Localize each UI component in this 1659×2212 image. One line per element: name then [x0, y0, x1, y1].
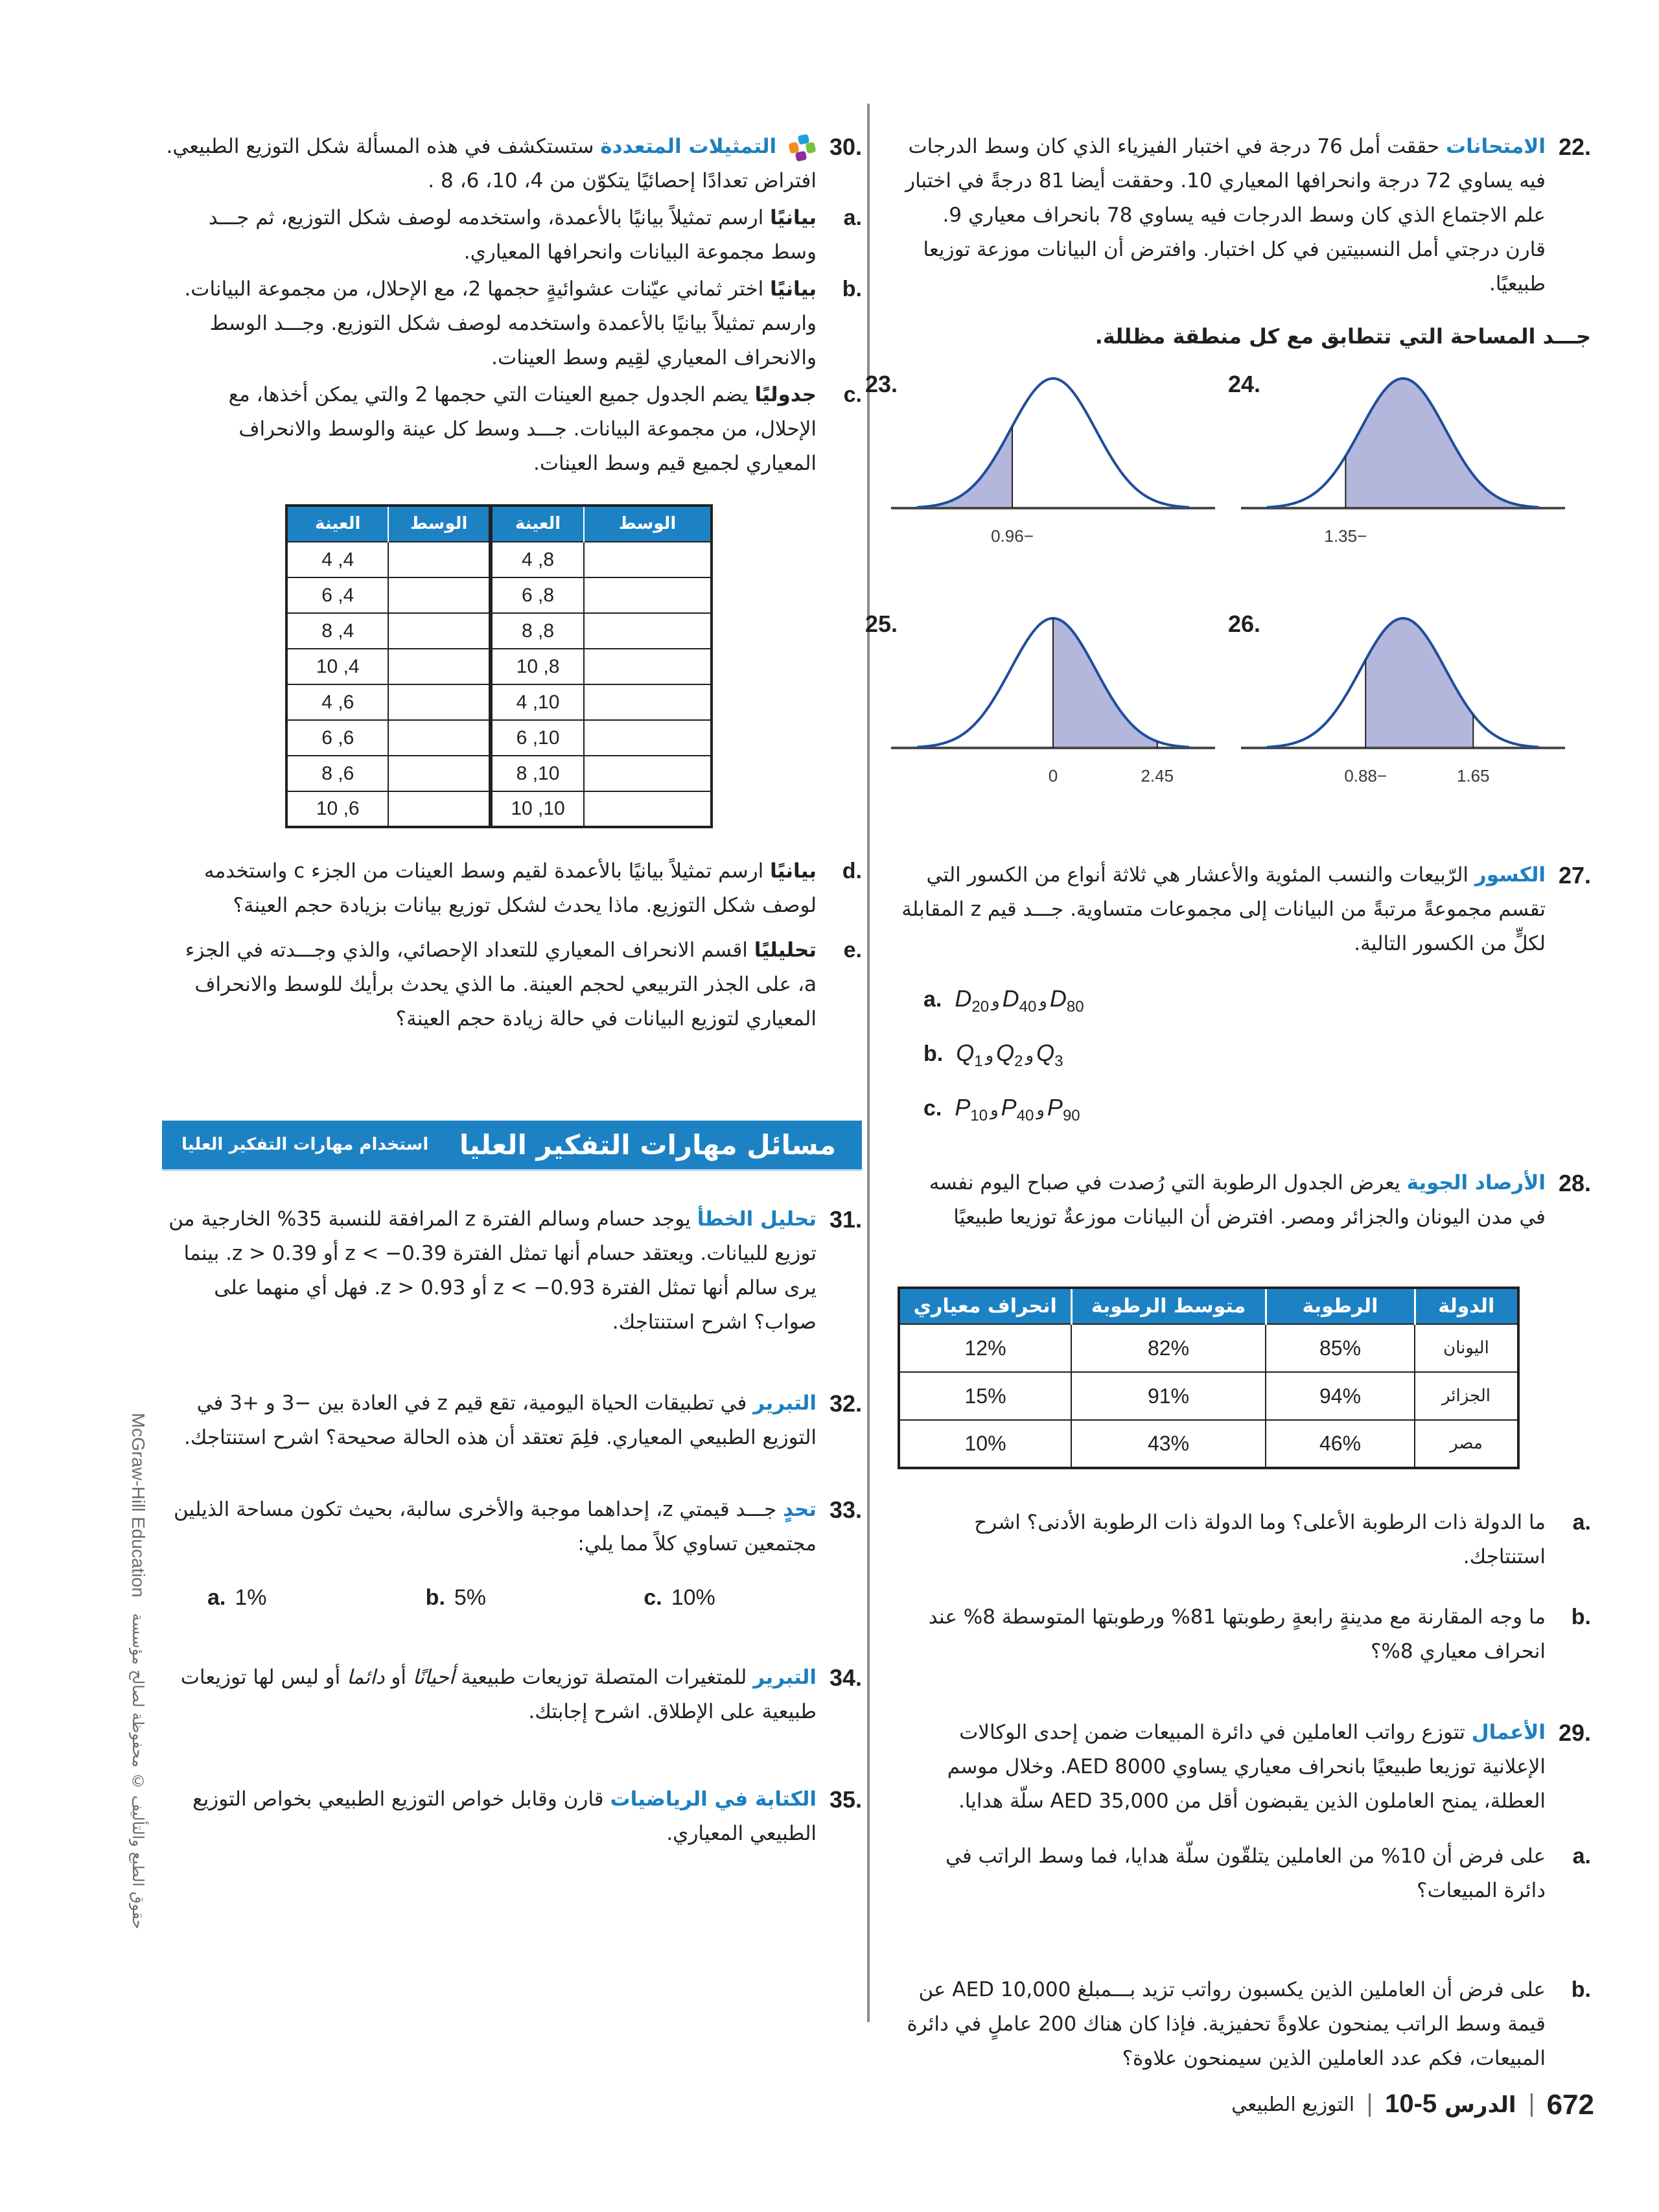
option-value: 5% — [454, 1585, 487, 1610]
shaded-region — [1345, 378, 1539, 508]
table-row — [286, 542, 712, 577]
fractile-symbol: $P_{90}$ — [1047, 1094, 1080, 1125]
problem-keyword: تحدٍ — [783, 1498, 817, 1521]
fractile-symbol: $D_{20}$ — [955, 985, 990, 1016]
problem-29-part-a — [898, 1839, 1591, 1908]
cell-std-dev: 12% — [899, 1324, 1071, 1372]
curve-number: 25. — [864, 611, 898, 637]
header-mean: الوسط — [388, 506, 490, 542]
problem-number: 31. — [829, 1206, 862, 1233]
item-label: c. — [923, 1096, 942, 1121]
curve-25 — [864, 599, 1228, 819]
emphasis-always: دائما — [347, 1666, 385, 1689]
normal-curves-grid — [864, 359, 1591, 839]
problem-27 — [898, 858, 1591, 961]
part-keyword: بيانيًا — [770, 277, 817, 301]
page-number: 672 — [1546, 2089, 1594, 2121]
fractile-symbol: $D_{40}$ — [1002, 985, 1037, 1016]
part-label: a. — [1572, 1510, 1591, 1535]
normal-curve-24 — [1228, 359, 1578, 579]
option-value: 1% — [235, 1585, 267, 1610]
header-std-dev: انحراف معياري — [899, 1288, 1071, 1324]
fraction-item-b — [923, 1034, 1591, 1088]
curve-24 — [1228, 359, 1578, 579]
z-value-label: −0.96 — [991, 526, 1034, 546]
sample-cell: 10, 8 — [491, 756, 584, 791]
table-header-row — [286, 506, 712, 542]
footer-separator — [1531, 2093, 1533, 2117]
cell-humidity: 46% — [1266, 1420, 1415, 1468]
problem-keyword: التبرير — [753, 1666, 817, 1689]
problem-text: الرّبيعات والنسب المئوية والأعشار هي ثلاثة أنواع من الكسور التي تقسم مجموعةً مرتبةً من البيانات إلى مجموعات متساوية. جـــد قيم z المقابلة لكلٍّ من الكسور التالية. — [901, 863, 1546, 955]
problem-keyword: الأعمال — [1471, 1721, 1546, 1744]
problem-text: أو — [325, 1666, 341, 1689]
header-sample: العينة — [491, 506, 584, 542]
option-value: 10% — [671, 1585, 715, 1610]
mean-input-cell[interactable] — [388, 577, 490, 613]
problem-keyword: التمثيلات المتعددة — [600, 135, 777, 158]
mean-input-cell[interactable] — [388, 684, 490, 720]
problem-33 — [162, 1493, 862, 1561]
mean-input-cell[interactable] — [388, 542, 490, 577]
hots-title: مسائل مهارات التفكير العليا — [459, 1129, 836, 1161]
problem-keyword: الامتحانات — [1446, 135, 1546, 158]
sample-cell: 6, 4 — [286, 684, 388, 720]
cell-mean-humidity: 43% — [1071, 1420, 1266, 1468]
inequality-1: z < −0.39 أو z > 0.39 — [231, 1242, 447, 1265]
problem-31 — [162, 1202, 862, 1340]
fractile-symbol: $P_{40}$ — [1001, 1094, 1034, 1125]
publisher-name: McGraw-Hill Education — [128, 1413, 148, 1598]
header-sample: العينة — [286, 506, 388, 542]
normal-curve-26 — [1228, 599, 1578, 819]
part-keyword: بيانيًا — [770, 206, 817, 229]
problem-29-part-b — [898, 1973, 1591, 2076]
hots-subtitle: استخدام مهارات التفكير العليا — [181, 1135, 429, 1154]
problem-text: يوجد حسام وسالم الفترة z المرافقة للنسبة 35% الخارجية من توزيع للبيانات. ويعتقد حسام أنها تمثل الفترة — [168, 1207, 817, 1265]
problem-28 — [898, 1166, 1591, 1235]
table-row — [899, 1420, 1518, 1468]
footer-separator — [1369, 2093, 1371, 2117]
joiner-and: و — [1025, 1046, 1034, 1065]
sample-cell: 10, 6 — [491, 720, 584, 756]
part-text: اختر ثماني عيّنات عشوائيةٍ حجمها 2، مع الإحلال، من مجموعة البيانات. وارسم تمثيلاً بيانيًا بالأعمدة واستخدمه لوصف شكل التوزيع. وجـــد الوسط والانحراف المعياري لقِيم وسط العينات. — [184, 277, 817, 369]
problem-number: 29. — [1558, 1719, 1591, 1746]
problem-text: . فهل أي منهما على صواب؟ اشرح استنتاجك. — [214, 1276, 817, 1334]
part-keyword: جدوليًا — [754, 383, 817, 406]
sample-cell: 4, 8 — [286, 613, 388, 649]
sample-cell: 4, 10 — [286, 649, 388, 684]
sample-cell: 8, 6 — [491, 577, 584, 613]
problem-number: 33. — [829, 1496, 862, 1523]
header-humidity: الرطوبة — [1266, 1288, 1415, 1324]
sample-cell: 8, 10 — [491, 649, 584, 684]
problem-32 — [162, 1386, 862, 1455]
part-text: على فرض أن 10% من العاملين يتلقّون سلّة هدايا، فما وسط الراتب في دائرة المبيعات؟ — [946, 1845, 1546, 1902]
problem-text: أو — [391, 1666, 406, 1689]
problem-text: للمتغيرات المتصلة توزيعات طبيعية — [461, 1666, 747, 1689]
problem-text: يعرض الجدول الرطوبة التي رُصدت في صباح اليوم نفسه في مدن اليونان والجزائر ومصر. افترض أن البيانات موزعةٌ توزيعا طبيعيًا — [929, 1171, 1546, 1229]
hots-banner — [162, 1121, 862, 1171]
fractile-symbol: $Q_1$ — [956, 1040, 983, 1071]
z-value-label: 2.45 — [1141, 766, 1174, 786]
problem-30 — [162, 130, 862, 198]
joiner-and: و — [990, 1100, 999, 1120]
mean-input-cell[interactable] — [388, 756, 490, 791]
shaded-region — [917, 426, 1012, 508]
emphasis-never: ليس لها توزيعات طبيعية على الإطلاق — [180, 1666, 817, 1723]
mean-input-cell[interactable] — [584, 684, 712, 720]
header-mean-humidity: متوسط الرطوبة — [1071, 1288, 1266, 1324]
part-text: ارسم تمثيلاً بيانيًا بالأعمدة لقيم وسط العينات من الجزء c واستخدمه لوصف شكل التوزيع. ماذا يحدث لشكل توزيع بيانات بزيادة حجم العينة؟ — [203, 859, 817, 917]
part-text: على فرض أن العاملين الذين يكسبون رواتب تزيد بـــمبلغ AED 10,000 عن قيمة وسط الراتب يمنحون علاوةً تحفيزية. فإذا كان هناك 200 عاملٍ في دائرة المبيعات، فكم عدد العاملين الذين سيمنحون علاوة؟ — [907, 1978, 1546, 2070]
page-footer — [1231, 2087, 1594, 2123]
sample-cell: 6, 8 — [286, 756, 388, 791]
problem-text: قارن وقابل خواص التوزيع الطبيعي بخواص التوزيع الطبيعي المعياري. — [192, 1787, 817, 1845]
fractile-symbol: $P_{10}$ — [955, 1094, 988, 1125]
part-text: ارسم تمثيلاً بيانيًا بالأعمدة، واستخدمه لوصف شكل التوزيع، ثم جـــد وسط مجموعة البيانات وانحرافها المعياري. — [208, 206, 817, 264]
cell-humidity: 94% — [1266, 1372, 1415, 1420]
cell-country: اليونان — [1415, 1324, 1518, 1372]
shaded-region — [1053, 618, 1157, 748]
table-row — [286, 720, 712, 756]
problem-number: 32. — [829, 1390, 862, 1417]
right-column — [864, 130, 1591, 2076]
table-row — [286, 684, 712, 720]
option-label: b. — [425, 1585, 445, 1610]
fractile-symbol: $D_{80}$ — [1049, 985, 1084, 1016]
mean-input-cell[interactable] — [584, 542, 712, 577]
option-label: c. — [644, 1585, 662, 1610]
sample-cell: 10, 10 — [491, 791, 584, 827]
inequality-2: z < −0.93 أو z > 0.93 — [380, 1276, 596, 1299]
part-label: b. — [1571, 1605, 1591, 1629]
problem-text: . بينما يرى سالم أنها تمثل الفترة — [183, 1242, 817, 1299]
problem-text: جـــد قيمتي z، إحداهما موجبة والأخرى سالبة، بحيث تكون مساحة الذيلين مجتمعين تساوي كلاً مما يلي: — [174, 1498, 817, 1555]
emphasis-sometimes: أحيانًا — [412, 1666, 455, 1689]
mean-input-cell[interactable] — [388, 649, 490, 684]
mean-input-cell[interactable] — [584, 791, 712, 827]
curve-number: 24. — [1227, 371, 1260, 397]
problem-number: 22. — [1558, 134, 1591, 160]
problem-number: 28. — [1558, 1170, 1591, 1196]
humidity-table — [898, 1286, 1520, 1469]
item-label: a. — [923, 987, 942, 1012]
left-column — [162, 130, 862, 1851]
problem-keyword: الكتابة في الرياضيات — [610, 1787, 817, 1811]
copyright-text: حقوق الطبع والتأليف © محفوظة لصالح مؤسسة — [129, 1612, 147, 1929]
part-keyword: تحليليًا — [754, 938, 817, 962]
problem-30-part-b — [162, 272, 862, 375]
option-c — [644, 1581, 862, 1615]
cell-mean-humidity: 82% — [1071, 1324, 1266, 1372]
table-row — [286, 649, 712, 684]
part-label: b. — [1571, 1977, 1591, 2002]
part-label: a. — [843, 205, 862, 230]
mean-input-cell[interactable] — [584, 720, 712, 756]
lesson-number: 10-5 — [1385, 2090, 1437, 2118]
problem-keyword: التبرير — [753, 1391, 817, 1415]
z-value-label: −0.88 — [1344, 766, 1387, 786]
problem-keyword: الكسور — [1474, 863, 1546, 887]
problem-text: في تطبيقات الحياة اليومية، تقع قيم z في العادة بين −3 و +3 في التوزيع الطبيعي المعياري. فلِمَ تعتقد أن هذه الحالة صحيحة؟ اشرح استنتاجك. — [183, 1391, 817, 1449]
sample-cell: 6, 6 — [286, 720, 388, 756]
part-label: d. — [842, 859, 862, 883]
problem-text: . اشرح إجابتك. — [528, 1700, 653, 1723]
table-row — [286, 577, 712, 613]
item-label: b. — [923, 1042, 944, 1066]
part-text: ما الدولة ذات الرطوبة الأعلى؟ وما الدولة ذات الرطوبة الأدنى؟ اشرح استنتاجك. — [974, 1511, 1546, 1568]
joiner-and: و — [1036, 1100, 1045, 1120]
sample-cell: 4, 4 — [286, 542, 388, 577]
cell-humidity: 85% — [1266, 1324, 1415, 1372]
sample-cell: 10, 4 — [491, 684, 584, 720]
cell-country: الجزائر — [1415, 1372, 1518, 1420]
problem-28-part-b — [898, 1600, 1591, 1669]
table-header-row — [899, 1288, 1518, 1324]
mean-input-cell[interactable] — [388, 613, 490, 649]
problem-30-part-c — [162, 378, 862, 481]
curve-26 — [1228, 599, 1578, 819]
header-country: الدولة — [1415, 1288, 1518, 1324]
joiner-and: و — [985, 1046, 994, 1065]
fraction-item-a — [923, 979, 1591, 1034]
table-row — [899, 1324, 1518, 1372]
problem-number: 27. — [1558, 862, 1591, 889]
fraction-items — [898, 979, 1591, 1143]
problem-34 — [162, 1660, 862, 1729]
mean-input-cell[interactable] — [388, 791, 490, 827]
samples-table-body — [286, 542, 712, 827]
sample-cell: 6, 10 — [286, 791, 388, 827]
table-row — [899, 1372, 1518, 1420]
lesson-title: التوزيع الطبيعي — [1231, 2093, 1355, 2116]
problem-keyword: الأرصاد الجوية — [1406, 1171, 1546, 1194]
part-text: يضم الجدول جميع العينات التي حجمها 2 والتي يمكن أخذها، مع الإحلال، من مجموعة البيانات. جـــد وسط كل عينة والوسط والانحراف المعياري لجميع قيم وسط العينات. — [228, 383, 817, 475]
cell-std-dev: 10% — [899, 1420, 1071, 1468]
multiple-representations-icon — [788, 134, 817, 162]
option-a — [207, 1581, 426, 1615]
normal-curve-23 — [878, 359, 1228, 579]
header-mean: الوسط — [584, 506, 712, 542]
curve-number: 26. — [1227, 611, 1260, 637]
normal-curve-25 — [878, 599, 1228, 819]
joiner-and: و — [992, 992, 1000, 1011]
problem-number: 35. — [829, 1786, 862, 1813]
problem-number: 30. — [829, 134, 862, 160]
problem-text: حققت أمل 76 درجة في اختبار الفيزياء الذي كان وسط الدرجات فيه يساوي 72 درجة وانحرافها المعياري 10. وحققت أيضا 81 درجةً في اختبار علم الاجتماع الذي كان وسط الدرجات فيه يساوي 78 بانحراف معياري 9. قارن درجتي أمل النسبيتين في كل اختبار. وافترض أن البيانات موزعة توزيعا طبيعيًا. — [905, 135, 1546, 296]
problem-35 — [162, 1782, 862, 1851]
problem-number: 34. — [829, 1664, 862, 1691]
samples-table — [285, 504, 713, 828]
sample-cell: 4, 6 — [286, 577, 388, 613]
fractile-symbol: $Q_2$ — [996, 1040, 1023, 1071]
part-label: e. — [843, 938, 862, 962]
area-instructions: جـــد المساحة التي تتطابق مع كل منطقة مظللة. — [1095, 324, 1591, 349]
z-value-label: −1.35 — [1324, 526, 1367, 546]
lesson-word: الدرس — [1444, 2092, 1516, 2118]
cell-std-dev: 15% — [899, 1372, 1071, 1420]
part-label: a. — [1572, 1844, 1591, 1869]
normal-curve-line — [917, 378, 1189, 507]
problem-22 — [898, 130, 1591, 301]
mean-input-cell[interactable] — [584, 613, 712, 649]
table-row — [286, 791, 712, 827]
joiner-and: و — [1039, 992, 1047, 1011]
fractile-symbol: $Q_3$ — [1036, 1040, 1063, 1071]
mean-input-cell[interactable] — [388, 720, 490, 756]
table-row — [286, 756, 712, 791]
part-text: ما وجه المقارنة مع مدينةٍ رابعةٍ رطوبتها 81% ورطوبتها المتوسطة 8% عند انحراف معياري 8%؟ — [928, 1605, 1546, 1663]
curve-number: 23. — [864, 371, 898, 397]
table-row — [286, 613, 712, 649]
problem-30-part-e — [162, 933, 862, 1036]
part-label: b. — [842, 277, 862, 301]
mean-input-cell[interactable] — [584, 577, 712, 613]
problem-30-part-a — [162, 201, 862, 270]
problem-29 — [898, 1716, 1591, 1819]
mean-input-cell[interactable] — [584, 649, 712, 684]
option-label: a. — [207, 1585, 226, 1610]
cell-country: مصر — [1415, 1420, 1518, 1468]
lesson-label — [1385, 2087, 1516, 2123]
mean-input-cell[interactable] — [584, 756, 712, 791]
curve-23 — [864, 359, 1228, 579]
part-keyword: بيانيًا — [770, 859, 817, 883]
problem-keyword: تحليل الخطأ — [697, 1207, 817, 1231]
sample-cell: 8, 4 — [491, 542, 584, 577]
problem-33-options — [162, 1581, 862, 1615]
copyright-notice — [117, 1413, 156, 2067]
part-text: اقسم الانحراف المعياري للتعداد الإحصائي، والذي وجـــدته في الجزء a، على الجذر التربيعي لحجم العينة. ما الذي يحدث برأيك للوسط والانحراف المعياري لتوزيع البيانات في حالة زيادة حجم العينة؟ — [185, 938, 817, 1030]
z-value-label: 0 — [1048, 766, 1058, 786]
shaded-region — [1365, 618, 1473, 748]
part-label: c. — [843, 382, 862, 407]
problem-30-part-d — [162, 854, 862, 923]
problem-text: ستستكشف في هذه المسألة شكل التوزيع الطبيعي. افتراض تعدادًا إحصائيًا يتكوّن من 4، 10، 6، 8 . — [166, 135, 817, 192]
sample-cell: 8, 8 — [491, 613, 584, 649]
z-value-label: 1.65 — [1456, 766, 1490, 786]
cell-mean-humidity: 91% — [1071, 1372, 1266, 1420]
problem-text: تتوزع رواتب العاملين في دائرة المبيعات ضمن إحدى الوكالات الإعلانية توزيعا طبيعيًا بانحراف معياري يساوي AED 8000. وخلال موسم العطلة، يمنح العاملون الذين يقبضون أقل من AED 35,000 سلّة هدايا. — [947, 1721, 1546, 1813]
fraction-item-c — [923, 1088, 1591, 1143]
option-b — [426, 1581, 644, 1615]
problem-28-part-a — [898, 1506, 1591, 1574]
